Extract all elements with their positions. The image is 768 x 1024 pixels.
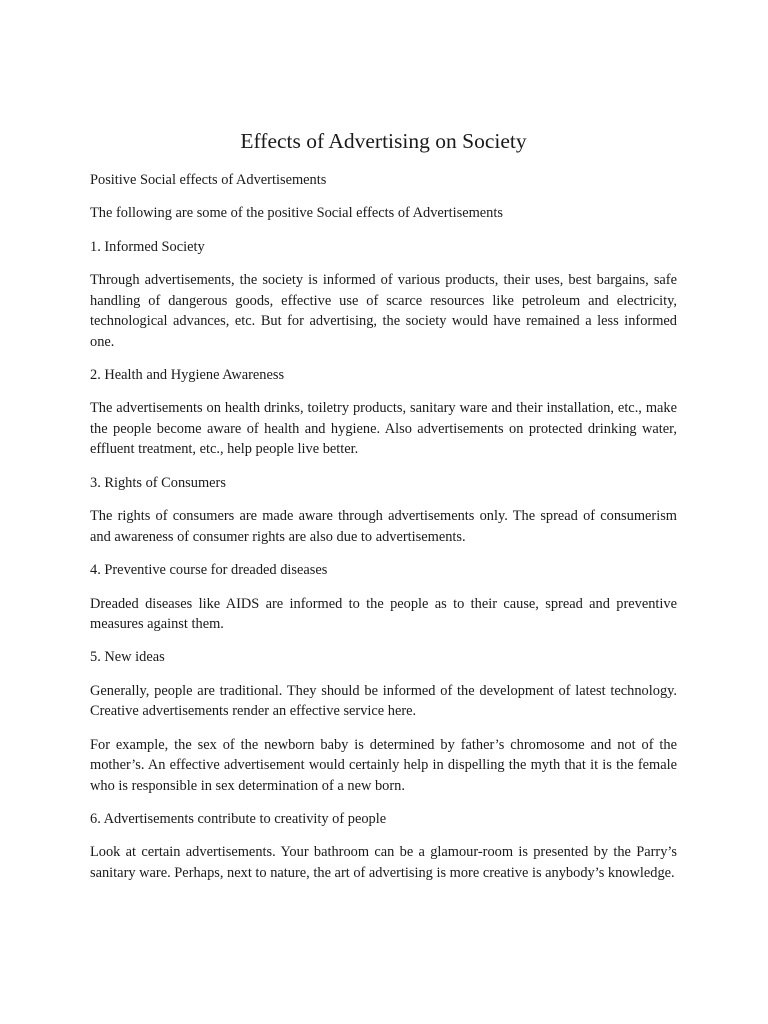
heading-creativity: 6. Advertisements contribute to creativity of people [90,811,387,828]
paragraph-rights-of-consumers: The rights of consumers are made aware through advertisements only. The spread of consumerism and awareness of consumer rights are also due to advertisements. [90,508,677,545]
paragraph-new-ideas: Generally, people are traditional. They should be informed of the development of latest technology. Creative advertisements render an effective service here. [90,682,677,720]
heading-informed-society: 1. Informed Society [90,238,205,255]
paragraph-example: For example, the sex of the newborn baby is determined by father’s chromosome and not of the mother’s. An effective advertisement would certainly help in dispelling the myth that it is the female who is responsible in sex determination of a new born. [90,736,677,794]
heading-new-ideas: 5. New ideas [90,649,165,666]
paragraph-creativity: Look at certain advertisements. Your bathroom can be a glamour-room is presented by the Parry’s sanitary ware. Perhaps, next to nature, the art of advertising is more creative is anybody’s knowledge. [90,844,677,881]
document-title: Effects of Advertising on Society [240,129,527,153]
heading-rights-of-consumers: 3. Rights of Consumers [90,474,226,491]
document-page [90,127,677,896]
intro-sentence: The following are some of the positive Social effects of Advertisements [90,205,503,222]
heading-preventive-course: 4. Preventive course for dreaded diseases [90,562,328,579]
paragraph-preventive-course: Dreaded diseases like AIDS are informed to the people as to their cause, spread and preventive measures against them. [90,595,677,633]
paragraph-health-hygiene: The advertisements on health drinks, toiletry products, sanitary ware and their installation, etc., make the people become aware of health and hygiene. Also advertisements on protected drinking water, effluent treatment, etc., help people live better. [90,400,677,458]
heading-health-hygiene: 2. Health and Hygiene Awareness [90,367,285,384]
section-intro-heading: Positive Social effects of Advertisements [90,172,327,188]
paragraph-informed-society: Through advertisements, the society is informed of various products, their uses, best bargains, safe handling of dangerous goods, effective use of scarce resources like petroleum and electricity, technological advances, etc. But for advertising, the society would have remained a less informed one. [90,272,677,350]
